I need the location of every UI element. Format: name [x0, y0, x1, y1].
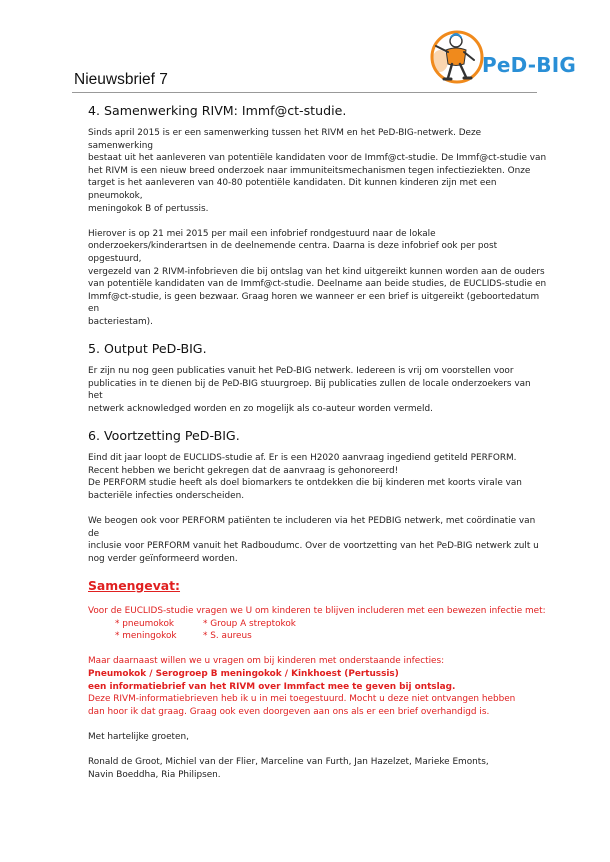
summary-note: dan hoor ik dat graag. Graag ook even doorgeven aan ons als er een brief overhandigd is.	[88, 706, 490, 717]
summary-heading: Samengevat:	[88, 578, 181, 593]
summary-section	[88, 578, 548, 731]
greeting: Met hartelijke groeten,	[88, 731, 189, 742]
section-continuation	[88, 428, 548, 565]
paragraph: Hierover is op 21 mei 2015 per mail een infobrief rondgestuurd naar de lokale onderzoekers/kinderartsen in de deelnemende centra. Daarna is deze infobrief ook per post opgestuurd, vergezeld van 2 RIVM-infobrieven die bij ontslag van het kind uitgereikt kunnen worden aan de ouders van potentiële kandidaten van de Immf@ct-studie. Deelname aan beide studies, de EUCLIDS-studie en Immf@ct-studie, is geen bezwaar. Graag horen we wanneer er een brief is uitgereikt (geboortedatum en bacteriestam).	[88, 228, 547, 327]
newsletter-content	[88, 103, 548, 781]
section-heading: 6. Voortzetting PeD-BIG.	[88, 428, 240, 444]
paragraph: Er zijn nu nog geen publicaties vanuit het PeD-BIG netwerk. Iedereen is vrij om voorstellen voor publicaties in te dienen bij de PeD-BIG stuurgroep. Bij publicaties zullen de locale onderzoekers van het netwerk acknowledged worden en zo mogelijk als co-auteur worden vermeld.	[88, 366, 531, 414]
pathogen-row: * meningokok * S. aureus	[115, 631, 252, 642]
paragraph: Sinds april 2015 is er een samenwerking tussen het RIVM en het PeD-BIG-netwerk. Deze samenwerking bestaat uit het aanleveren van potentiële kandidaten voor de Immf@ct-studie. De Immf@ct-studie van het RIVM is een nieuw breed onderzoek naar immuniteitsmechanismen tegen infectieziekten. Onze target is het aanleveren van 40-80 potentiële kandidaten. Dit kunnen kinderen zijn met een pneumokok, meningokok B of pertussis.	[88, 128, 547, 214]
signatories: Navin Boeddha, Ria Philipsen.	[88, 769, 221, 780]
logo-text: PeD-BIG	[482, 53, 576, 77]
pathogen-row: * pneumokok * Group A streptokok	[115, 618, 296, 629]
summary-infobrief: een informatiebrief van het RIVM over Immfact mee te geven bij ontslag.	[88, 681, 456, 692]
section-rivm	[88, 103, 548, 329]
paragraph: We beogen ook voor PERFORM patiënten te includeren via het PEDBIG netwerk, met coördinatie van de inclusie voor PERFORM vanuit het Radboudumc. Over de voortzetting van het PeD-BIG netwerk zult u nog verder geïnformeerd worden.	[88, 516, 539, 564]
summary-infections: Pneumokok / Serogroep B meningokok / Kinkhoest (Pertussis)	[88, 668, 399, 679]
paragraph: Eind dit jaar loopt de EUCLIDS-studie af. Er is een H2020 aanvraag ingediend getiteld PERFORM. Recent hebben we bericht gekregen dat de aanvraag is gehonoreerd! De PERFORM studie heeft als doel biomarkers te ontdekken die bij kinderen met koorts virale van bacteriële infecties onderscheiden.	[88, 453, 522, 501]
summary-intro: Voor de EUCLIDS-studie vragen we U om kinderen te blijven includeren met een bewezen infectie met:	[88, 606, 546, 616]
section-output	[88, 341, 548, 415]
section-heading: 5. Output PeD-BIG.	[88, 341, 207, 357]
summary-request: Maar daarnaast willen we u vragen om bij kinderen met onderstaande infecties:	[88, 656, 445, 667]
closing	[88, 731, 548, 781]
newsletter-title: Nieuwsbrief 7	[74, 71, 168, 88]
summary-note: Deze RIVM-informatiebrieven heb ik u in mei toegestuurd. Mocht u deze niet ontvangen hebben	[88, 694, 516, 705]
signatories: Ronald de Groot, Michiel van der Flier, Marceline van Furth, Jan Hazelzet, Marieke Emonts,	[88, 757, 489, 768]
section-heading: 4. Samenwerking RIVM: Immf@ct-studie.	[88, 103, 347, 118]
